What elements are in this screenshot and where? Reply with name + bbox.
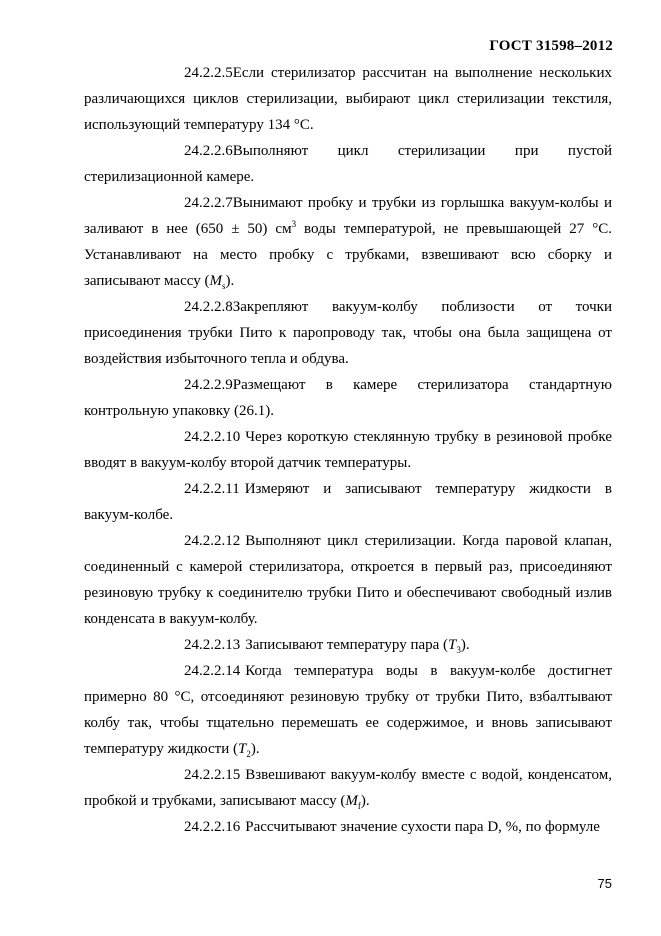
clause-text: Взвешивают вакуум-колбу вместе с водой, конденсатом, пробкой и трубками, записывают массу ( xyxy=(84,767,612,809)
clause-number: 24.2.2.15 xyxy=(184,767,241,783)
document-code-header: ГОСТ 31598–2012 xyxy=(489,38,613,54)
clause-text-end: ). xyxy=(250,741,260,757)
clause-number: 24.2.2.6 xyxy=(184,143,233,159)
clause-number: 24.2.2.12 xyxy=(184,533,241,549)
paragraph-24-2-2-16 xyxy=(84,814,612,840)
clause-text: Размещают в камере стерилизатора стандартную контрольную упаковку (26.1). xyxy=(84,377,612,419)
clause-text: Выполняют цикл стерилизации при пустой стерилизационной камере. xyxy=(84,143,612,185)
clause-number: 24.2.2.5 xyxy=(184,65,233,81)
superscript: 3 xyxy=(291,219,297,229)
clause-number: 24.2.2.8 xyxy=(184,299,233,315)
clause-text: Записывают температуру пара ( xyxy=(245,637,449,653)
clause-number: 24.2.2.9 xyxy=(184,377,233,393)
subscript: 3 xyxy=(456,645,461,655)
paragraph-24-2-2-7 xyxy=(84,190,612,294)
clause-text-end: ). xyxy=(225,273,235,289)
clause-number: 24.2.2.11 xyxy=(184,481,240,497)
clause-text-end: ). xyxy=(460,637,470,653)
paragraph-24-2-2-9 xyxy=(84,372,612,424)
variable: T xyxy=(237,741,247,757)
paragraph-24-2-2-15 xyxy=(84,762,612,814)
paragraph-24-2-2-8 xyxy=(84,294,612,372)
clause-text-cont: воды температурой, не превышающей 27 °С. Устанавливают на место пробку с трубками, взвешивают всю сборку и записывают массу ( xyxy=(84,221,612,289)
clause-text: Вынимают пробку и трубки из горлышка вакуум-колбы и заливают в нее (650 ± 50) см xyxy=(84,195,612,237)
clause-text: Когда температура воды в вакуум-колбе достигнет примерно 80 °С, отсоединяют резиновую трубку от трубки Пито, взбалтывают колбу так, чтобы тщательно перемешать ее содержимое, и вновь записывают температуру жидкости ( xyxy=(84,663,612,757)
subscript: 2 xyxy=(246,749,251,759)
clause-number: 24.2.2.10 xyxy=(184,429,241,445)
page-number: 75 xyxy=(597,876,612,891)
clause-number: 24.2.2.7 xyxy=(184,195,233,211)
clause-text: Выполняют цикл стерилизации. Когда паровой клапан, соединенный с камерой стерилизатора, откроется в первый раз, присоединяют резиновую трубку к соединителю трубки Пито и обеспечивают свободный излив конденсата в вакуум-колбу. xyxy=(84,533,612,627)
variable: M xyxy=(345,793,358,809)
document-body xyxy=(84,60,612,840)
clause-number: 24.2.2.16 xyxy=(184,819,241,835)
clause-number: 24.2.2.14 xyxy=(184,663,241,679)
clause-text: Через короткую стеклянную трубку в резиновой пробке вводят в вакуум-колбу второй датчик температуры. xyxy=(84,429,612,471)
paragraph-24-2-2-10 xyxy=(84,424,612,476)
clause-text-end: ). xyxy=(360,793,370,809)
subscript: s xyxy=(221,281,226,291)
paragraph-24-2-2-12 xyxy=(84,528,612,632)
clause-text: Если стерилизатор рассчитан на выполнение нескольких различающихся циклов стерилизации, выбирают цикл стерилизации текстиля, использующий температуру 134 °С. xyxy=(84,65,612,133)
variable: M xyxy=(209,273,222,289)
paragraph-24-2-2-6 xyxy=(84,138,612,190)
subscript: f xyxy=(357,801,361,811)
paragraph-24-2-2-11 xyxy=(84,476,612,528)
paragraph-24-2-2-13 xyxy=(84,632,612,658)
paragraph-24-2-2-5 xyxy=(84,60,612,138)
variable: T xyxy=(448,637,457,653)
clause-text: Закрепляют вакуум-колбу поблизости от точки присоединения трубки Пито к паропроводу так, чтобы она была защищена от воздействия избыточного тепла и обдува. xyxy=(84,299,612,367)
paragraph-24-2-2-14 xyxy=(84,658,612,762)
clause-text: Измеряют и записывают температуру жидкости в вакуум-колбе. xyxy=(84,481,612,523)
clause-text: Рассчитывают значение сухости пара D, %, по формуле xyxy=(245,819,600,835)
clause-number: 24.2.2.13 xyxy=(184,637,241,653)
